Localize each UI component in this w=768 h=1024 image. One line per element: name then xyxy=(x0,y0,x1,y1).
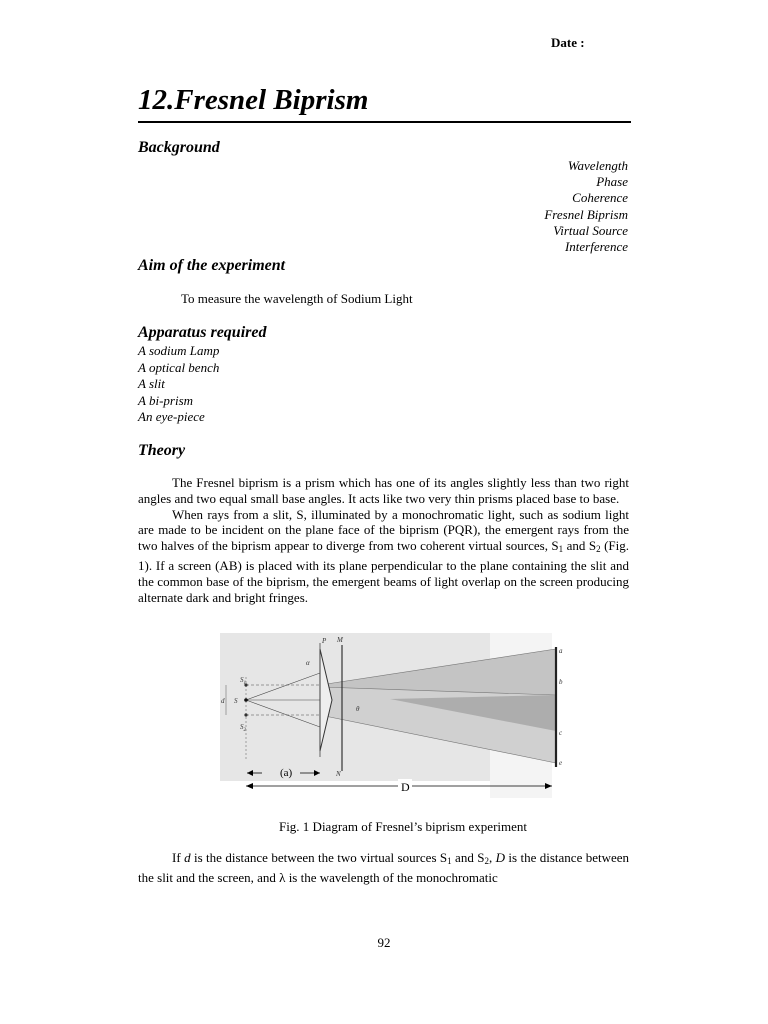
apparatus-item: A slit xyxy=(138,376,165,391)
page-number: 92 xyxy=(377,935,391,950)
apparatus-item: A sodium Lamp xyxy=(138,343,220,358)
keyword: Phase xyxy=(596,174,628,190)
keyword: Interference xyxy=(564,239,628,255)
page-title: 12.Fresnel Biprism xyxy=(138,84,369,116)
label-S1: $S_1$ xyxy=(240,676,246,686)
keyword: Fresnel Biprism xyxy=(544,206,628,222)
keyword-list xyxy=(544,158,628,255)
label-S: S xyxy=(234,697,238,705)
label-alpha: α xyxy=(306,659,310,667)
label-d: d xyxy=(221,697,225,705)
biprism-diagram xyxy=(220,633,570,798)
title-rule xyxy=(138,121,631,123)
aim-text: To measure the wavelength of Sodium Light xyxy=(181,291,413,306)
aim-heading: Aim of the experiment xyxy=(138,257,286,274)
label-M: M xyxy=(337,636,343,644)
label-theta: θ xyxy=(356,705,360,713)
theory-paragraph-1: The Fresnel biprism is a prism which has one of its angles slightly less than two right angles and two equal small base angles. It acts like two very thin prisms placed base to base. xyxy=(138,475,629,506)
label-D-distance: D xyxy=(401,780,410,794)
label-P: P xyxy=(322,637,327,645)
background-heading: Background xyxy=(138,139,220,156)
apparatus-item: A optical bench xyxy=(138,359,220,375)
label-b: b xyxy=(559,678,563,686)
keyword: Coherence xyxy=(572,190,628,206)
figure-caption: Fig. 1 Diagram of Fresnel’s biprism experiment xyxy=(278,819,528,834)
apparatus-item: A bi-prism xyxy=(138,392,194,408)
label-c: c xyxy=(559,729,563,737)
label-S2: $S_2$ xyxy=(240,723,246,733)
label-a: a xyxy=(559,647,563,655)
theory-heading: Theory xyxy=(138,442,186,459)
formula-intro: If d is the distance between the two virtual sources $S_1$ and $S_2$, D is the distance between the slit and the screen, and λ is the wavelength of the monochromatic xyxy=(138,850,630,885)
apparatus-list xyxy=(138,343,219,426)
label-N: N xyxy=(336,770,341,778)
apparatus-heading: Apparatus required xyxy=(138,324,267,341)
label-a-distance: (a) xyxy=(280,767,293,779)
theory-paragraph-2: When rays from a slit, S, illuminated by a monochromatic light, such as sodium light are made to be incident on the plane face of the biprism (PQR), the emergent rays from the two halves of the biprism appear to diverge from two coherent virtual sources, $S_1$ and $S_2$ (Fig. 1). If a screen (AB) is placed with its plane perpendicular to the plane containing the slit and the common base of the biprism, the emergent beams of light overlap on the screen producing alternate dark and bright fringes. xyxy=(138,506,629,605)
date-label: Date : xyxy=(551,35,585,50)
keyword: Wavelength xyxy=(567,158,628,173)
apparatus-item: An eye-piece xyxy=(138,409,205,424)
label-e: e xyxy=(559,759,563,767)
keyword: Virtual Source xyxy=(553,222,628,238)
theory-text xyxy=(138,475,629,605)
